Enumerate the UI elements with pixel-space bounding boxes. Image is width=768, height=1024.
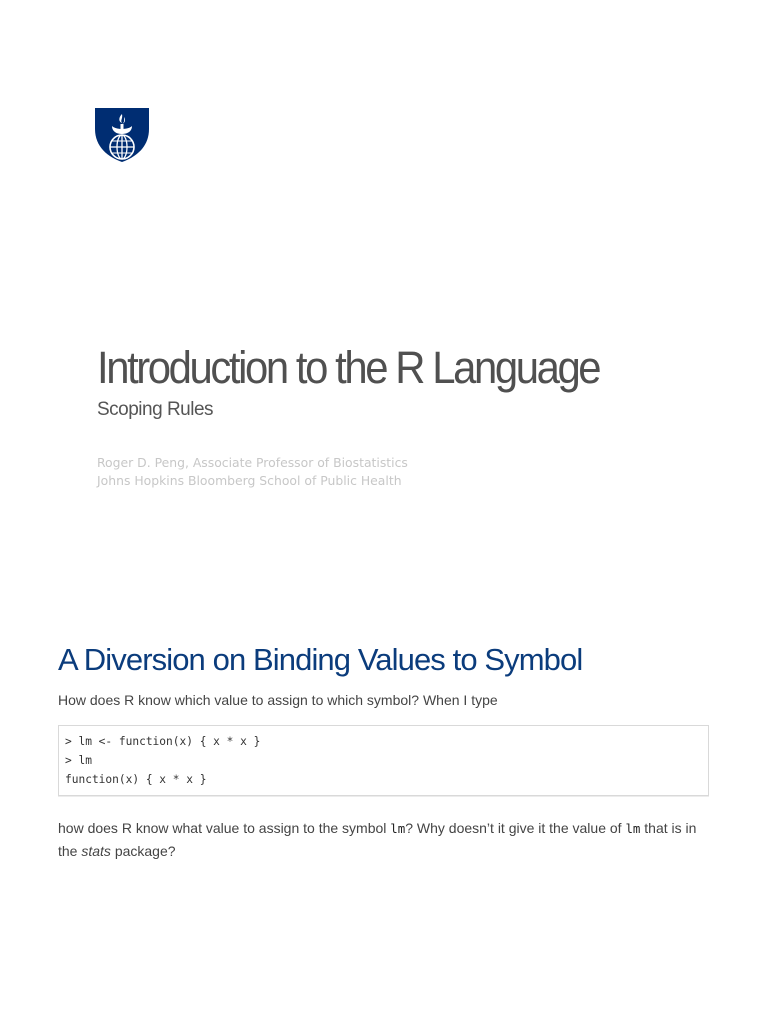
inline-code-lm: lm <box>625 821 641 836</box>
intro-paragraph: How does R know which value to assign to which symbol? When I type <box>58 692 498 708</box>
author-affiliation-line: Johns Hopkins Bloomberg School of Public Health <box>97 473 402 488</box>
followup-text: that is in the <box>58 820 697 859</box>
followup-paragraph <box>58 817 710 862</box>
deck-subtitle: Scoping Rules <box>97 399 214 420</box>
section-heading: A Diversion on Binding Values to Symbol <box>58 642 583 677</box>
slide-content <box>58 640 710 862</box>
university-shield-icon <box>94 107 150 163</box>
emphasis-stats: stats <box>81 843 111 859</box>
code-line: function(x) { x * x } <box>65 773 207 786</box>
followup-text: how does R know what value to assign to the symbol <box>58 820 391 836</box>
followup-text: package? <box>110 843 176 859</box>
author-name-line: Roger D. Peng, Associate Professor of Biostatistics <box>97 455 408 470</box>
code-line: > lm <box>65 754 92 767</box>
code-block <box>58 725 709 796</box>
code-line: > lm <- function(x) { x * x } <box>65 735 261 748</box>
author-block <box>97 454 657 490</box>
followup-text: ? Why doesn’t it give it the value of <box>405 820 626 836</box>
deck-title: Introduction to the R Language <box>97 342 600 393</box>
logo <box>94 107 150 163</box>
inline-code-lm: lm <box>390 821 406 836</box>
title-block <box>97 338 737 422</box>
